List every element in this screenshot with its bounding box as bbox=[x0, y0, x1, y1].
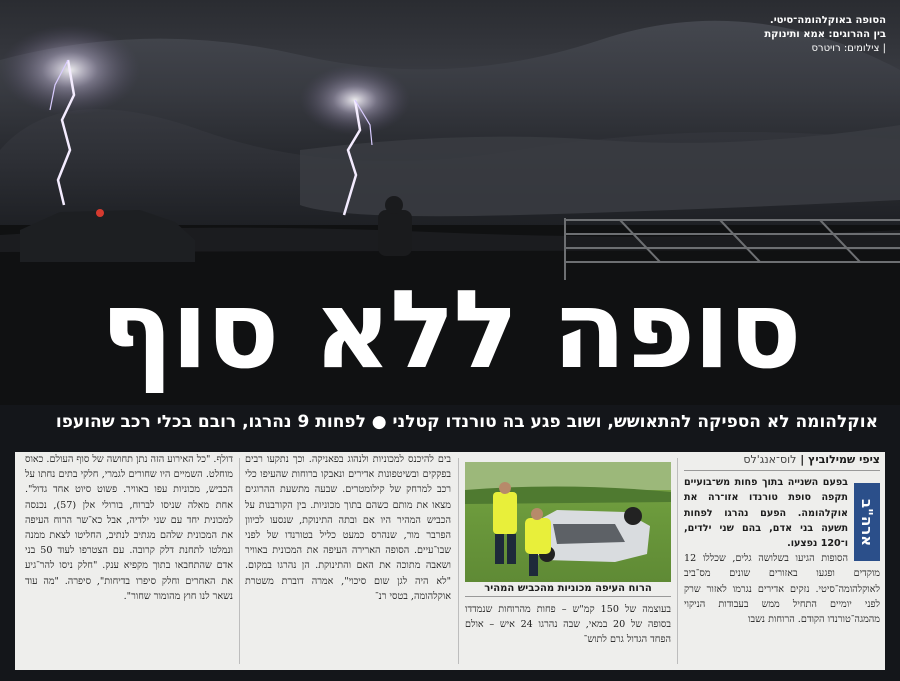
column-3 bbox=[245, 452, 451, 670]
photographer-silhouette bbox=[378, 210, 412, 256]
byline: ציפי שמילוביץ | לוס־אנג'לס bbox=[684, 452, 880, 471]
headline: סופה ללא סוף bbox=[100, 268, 800, 393]
caption-line-1: הסופה באוקלהומה־סיטי. bbox=[769, 15, 886, 26]
column-3-text: בים להיכנס למכוניות ולנהוג בפאניקה. וכך נתקעו רבים בפקקים ובשיטפונות אדירים ונאבקו ברוחות שהעיפו כלי רכב למרחק של קילומטרים. שבעה מתשעת ההרוגים מצאו את מותם כשהם בתוך מכוניות. בין הקורבנות על הכביש המהיר היו אם ובתה התינוקת, שנסעו לכיוון הפרבר מור, שנהרס כמעט כליל בטורנדו של לפני שבו־עיים. הסופה הארירה העיפה את המכונית באוויר ושאבה מתוכה את האם והתינוקת. הן נהרגו במקום. "לא היה לגן שום סיכוי", אמרה דוברת משטרת אוקלהומה, בטסי רנ־ bbox=[245, 454, 451, 602]
byline-location: לוס־אנג'לס bbox=[743, 453, 797, 466]
subheadline: אוקלהומה לא הספיקה להתאושש, ושוב פגע בה טורנדו קטלני ● לפחות 9 נהרגו, רובם בכלי רכב שהועפו bbox=[55, 412, 878, 432]
article-body bbox=[15, 452, 885, 670]
caption-line-2: בין ההרוגים: אמא ותינוקת bbox=[764, 29, 886, 40]
column-divider bbox=[239, 458, 240, 664]
storm-chaser-car bbox=[20, 210, 195, 262]
article-lead: בפעם השנייה בתוך פחות מש־בועיים תקפה סופת טורנדו אזו־רה את אוקלהומה. הפעם נהרגו לפחות תשעה בני אדם, בהם שני ילדים, ו־120 נפצעו. bbox=[684, 477, 848, 550]
photo-caption bbox=[764, 14, 886, 56]
column-divider bbox=[458, 458, 459, 664]
column-4-text: דולף. "כל האירוע הזה נתן תחושה של סוף העולם. כאוס מוחלט. השמיים היו שחורים לגמרי, חלקי בתים נחתו על הכביש, מכוניות עפו באוויר. פשוט סיוט אחד גדול". אחת מאלה שניסו לברוח, בורולי אלן (57), נכנסה למכונית יחד עם שני ילדיה, אבל כא־שר הרוח העיפה את המכונית שלהם מגתיב לנתיב, החליטו לצאת ממנה ונמלטו לתחנת דלק קרובה. עם הצטרפו לעוד 50 בני אדם שהתחבאו בתוך מקפיא ענק. "חלק ניסו להר־גיע את האחרים וחלק סיפרו בדיחות", סיפרה. "מה עוד נשאר לנו חוץ מהומור שחור". bbox=[25, 454, 233, 602]
column-2-text: בעוצמה של 150 קמ"ש – פחות מהרוחות שנמדדו בסופה של 20 במאי, שבה נהרגו 24 איש – אולם הפחד הגדול גרם לתוש־ bbox=[465, 604, 671, 646]
column-1-text: הסופות הגיעו בשלושה גלים, שכללו 12 מוקדים ופגעו באזורים שונים מס־ביב לאוקלהומה־סיטי. נזקים אדירים נגרמו לאזור שרק לפני יומיים התחיל ממש בעבודות הניקוי מהמגה־טורנדו הקודם. הרוחות נשבו bbox=[684, 553, 880, 626]
rescuer-vest bbox=[493, 492, 517, 534]
car-warning-light bbox=[96, 209, 104, 217]
column-1 bbox=[684, 452, 880, 670]
rescuer-vest-2 bbox=[525, 518, 551, 554]
photo-credit: | צילומים: רויטרס bbox=[811, 43, 886, 54]
column-4 bbox=[25, 452, 233, 670]
byline-author: ציפי שמילוביץ bbox=[808, 453, 880, 466]
car-wreck-photo bbox=[465, 462, 671, 582]
car-wheel bbox=[624, 507, 642, 525]
car-photo-caption: הרוח העיפה מכוניות מהכביש המהיר bbox=[465, 583, 671, 597]
dateline-badge: ארה"ב bbox=[854, 483, 880, 561]
column-divider bbox=[677, 458, 678, 664]
column-2 bbox=[465, 602, 671, 670]
car-wreck-scene bbox=[465, 462, 671, 582]
